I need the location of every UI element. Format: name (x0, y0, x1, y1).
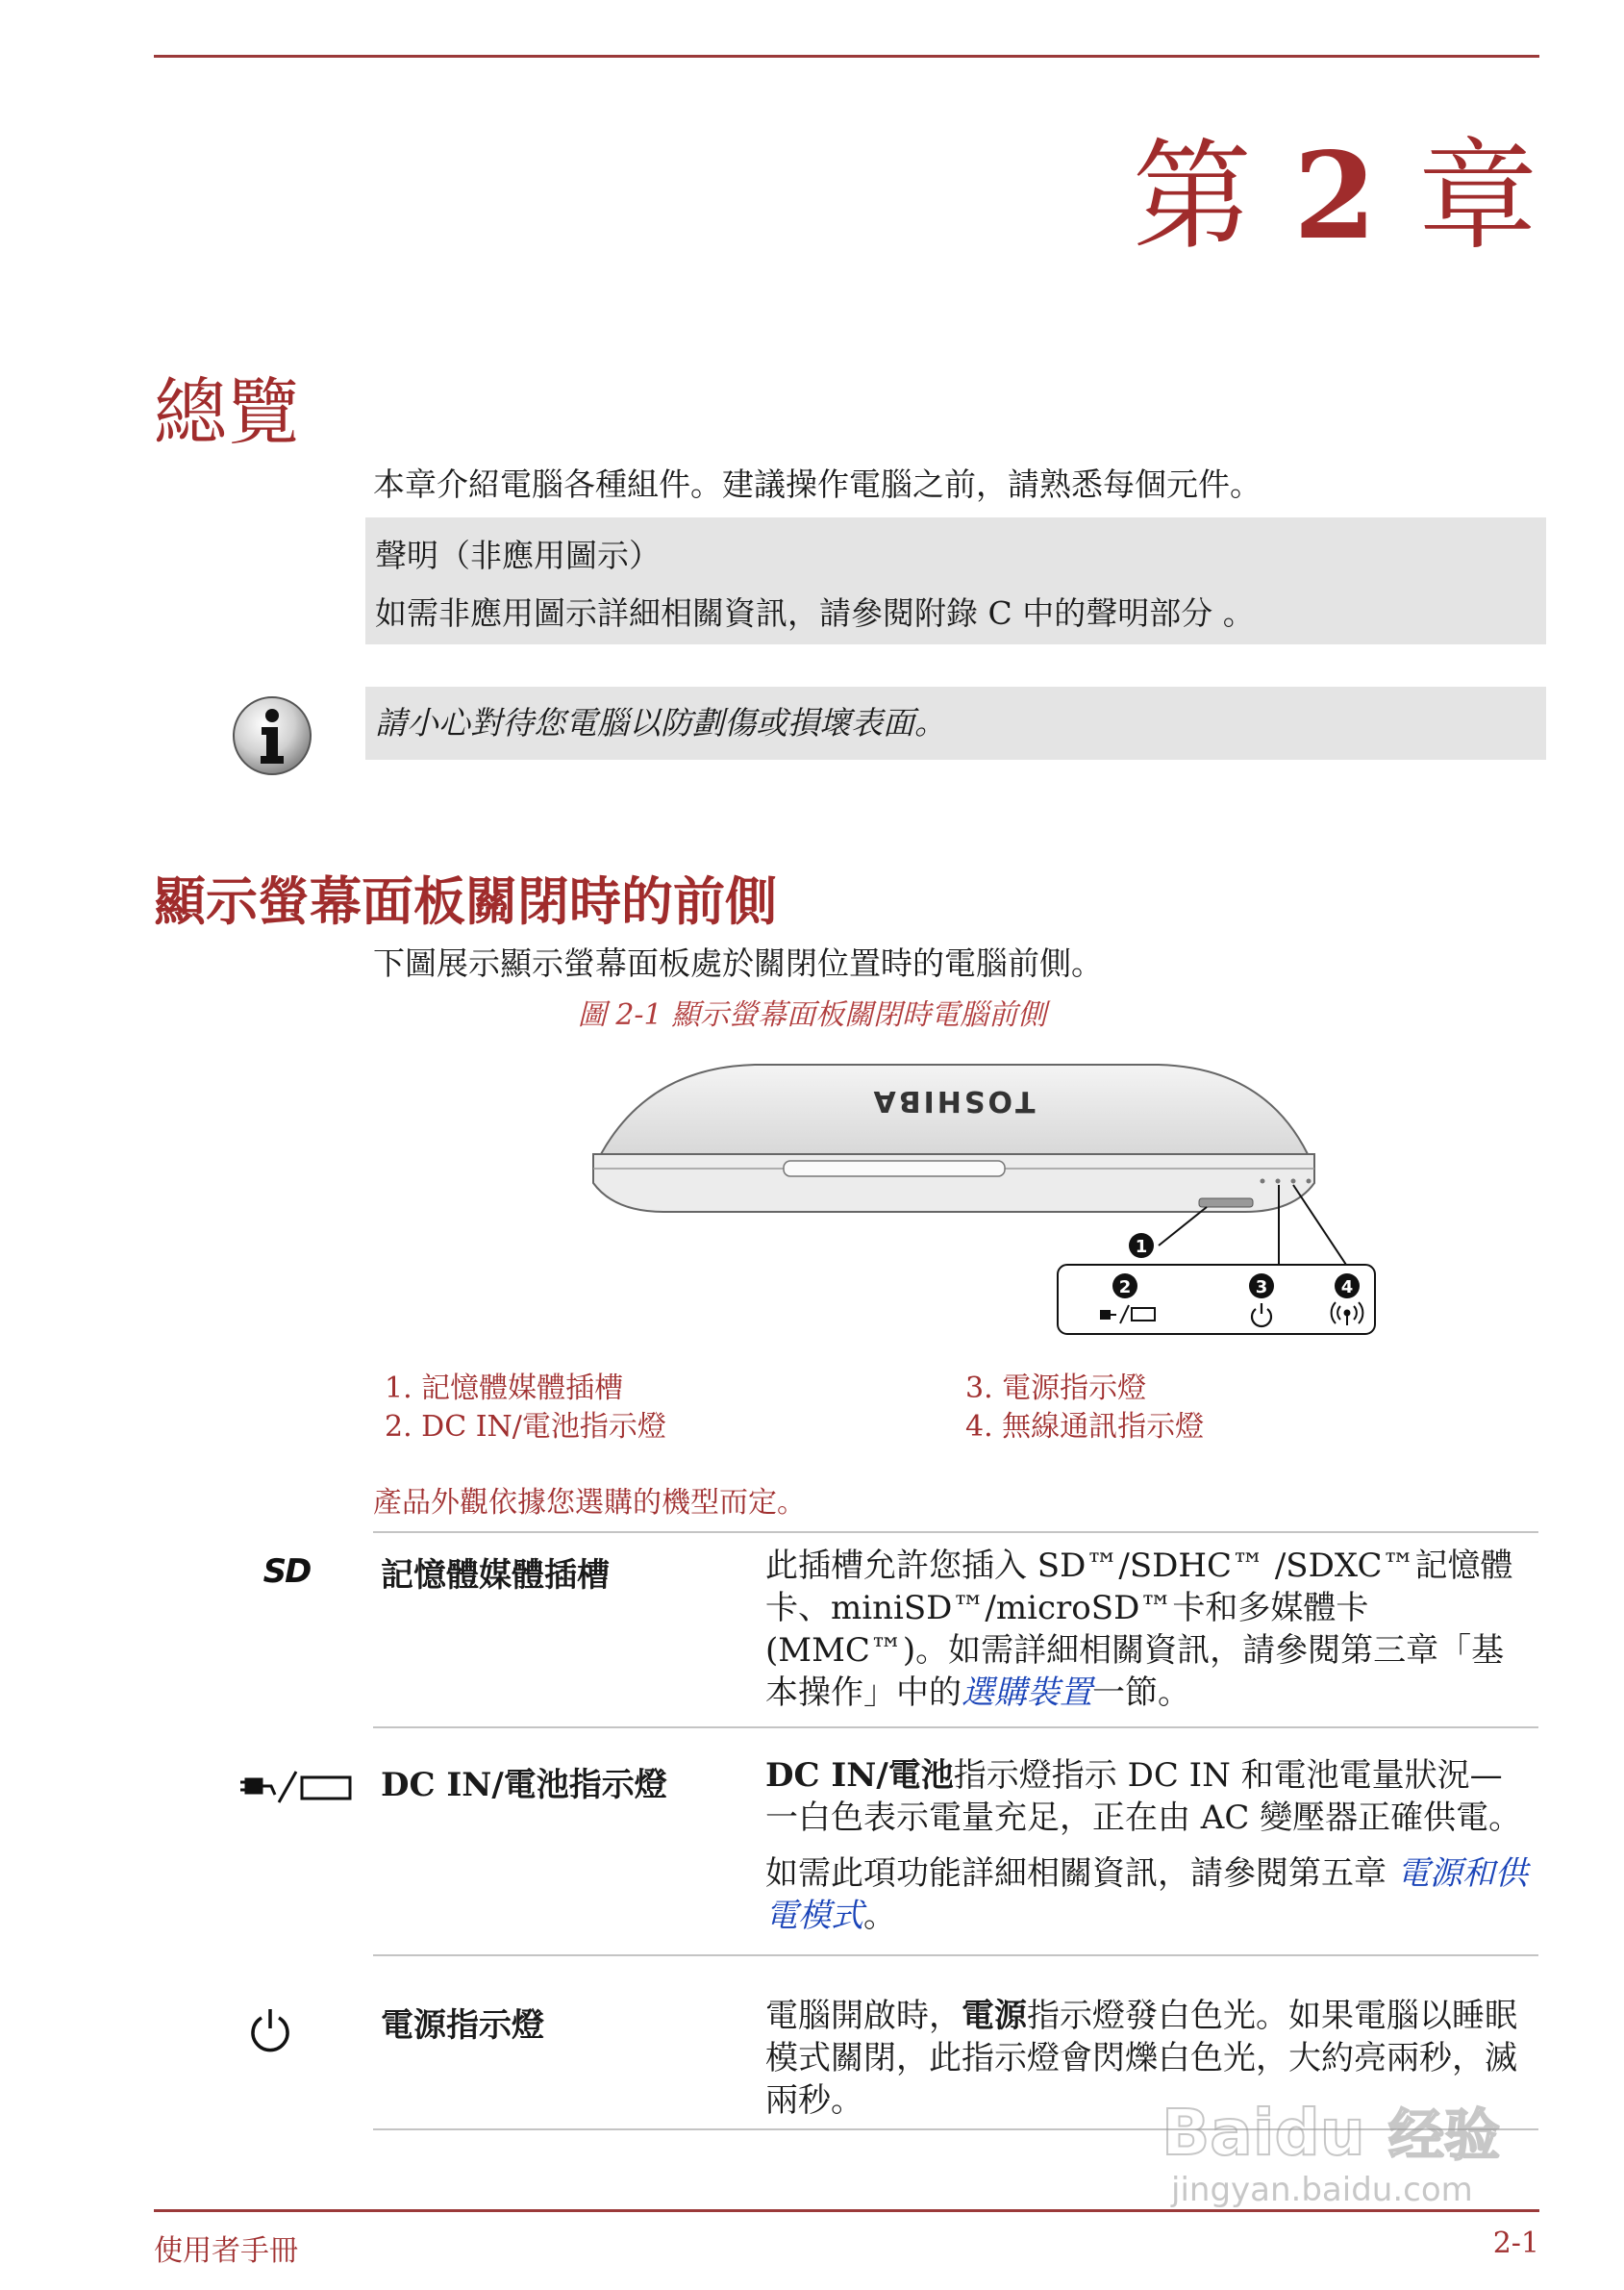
front-section-description: 下圖展示顯示螢幕面板處於關閉位置時的電腦前側。 (373, 944, 1103, 982)
legend-item: 2. DC IN/電池指示燈 (385, 1410, 666, 1444)
table-rule (373, 1954, 1538, 1956)
table-row-description: 此插槽允許您插入 SD™/SDHC™ /SDXC™記憶體卡、miniSD™/microSD™卡和多媒體卡(MMC™)。如需詳細相關資訊，請參閱第三章「基本操作」中的選購裝置一節。 (765, 1547, 1513, 1712)
callout-4: 4 (1340, 1277, 1354, 1297)
figure-caption: 圖 2-1 顯示螢幕面板關閉時電腦前側 (577, 998, 1047, 1032)
overview-intro: 本章介紹電腦各種組件。建議操作電腦之前，請熟悉每個元件。 (373, 466, 1262, 503)
disclaimer-text: 如需非應用圖示詳細相關資訊，請參閱附錄 C 中的聲明部分 。 (375, 594, 1255, 632)
footer-manual-title: 使用者手冊 (154, 2234, 298, 2268)
disclaimer-title: 聲明（非應用圖示） (375, 537, 661, 574)
toshiba-logo: TOSHIBA (870, 1084, 1036, 1118)
sd-card-icon (245, 1554, 328, 1587)
legend-item: 1. 記憶體媒體插槽 (385, 1371, 624, 1405)
info-note: 請小心對待您電腦以防劃傷或損壞表面。 (365, 687, 1546, 760)
table-row-description: DC IN/電池指示燈指示 DC IN 和電池電量狀況—一白色表示電量充足，正在由 AC 變壓器正確供電。 如需此項功能詳細相關資訊，請參閱第五章 電源和供電模式。 (765, 1756, 1528, 1935)
footer-rule (154, 2209, 1539, 2212)
callout-3: 3 (1255, 1277, 1268, 1297)
latch (784, 1161, 1005, 1176)
optional-devices-link[interactable]: 選購裝置 (962, 1673, 1092, 1712)
svg-text:SD: SD (262, 1554, 311, 1587)
footer-page-number: 2-1 (1492, 2227, 1539, 2260)
callout-1: 1 (1135, 1237, 1148, 1257)
baidu-watermark (1162, 2087, 1546, 2212)
chapter-heading: 第 2 章 (1132, 127, 1539, 266)
table-row-name: 電源指示燈 (381, 2006, 544, 2045)
table-row-name: DC IN/電池指示燈 (381, 1766, 667, 1804)
sd-slot (1199, 1198, 1253, 1207)
table-rule (373, 1726, 1538, 1728)
table-row-description: 電腦開啟時，電源指示燈發白色光。如果電腦以睡眠模式關閉，此指示燈會閃爍白色光，大約亮兩秒，滅兩秒。 (765, 1997, 1517, 2120)
indicator-panel (1058, 1265, 1375, 1334)
laptop-front-figure (534, 1053, 1399, 1351)
overview-title: 總覽 (154, 369, 300, 455)
svg-text:经验: 经验 (1388, 2102, 1501, 2168)
power-modes-link[interactable]: 電源和供電模式 (765, 1854, 1528, 1935)
dc-in-battery-icon (240, 1770, 360, 1804)
svg-text:jingyan.baidu.com: jingyan.baidu.com (1171, 2171, 1473, 2209)
legend-item: 3. 電源指示燈 (965, 1371, 1147, 1405)
appearance-note: 產品外觀依據您選購的機型而定。 (373, 1486, 806, 1520)
figure-legend-left (385, 1370, 666, 1447)
disclaimer-note (365, 517, 1546, 644)
info-icon (231, 694, 313, 777)
legend-item: 4. 無線通訊指示燈 (965, 1410, 1205, 1444)
front-section-title: 顯示螢幕面板關閉時的前側 (154, 870, 777, 932)
svg-text:Baidu: Baidu (1162, 2096, 1365, 2170)
table-row-name: 記憶體媒體插槽 (381, 1556, 610, 1595)
table-rule (373, 1531, 1538, 1533)
header-rule (154, 55, 1539, 58)
callout-2: 2 (1118, 1277, 1132, 1297)
power-icon (246, 2004, 294, 2052)
figure-legend-right (965, 1370, 1204, 1447)
